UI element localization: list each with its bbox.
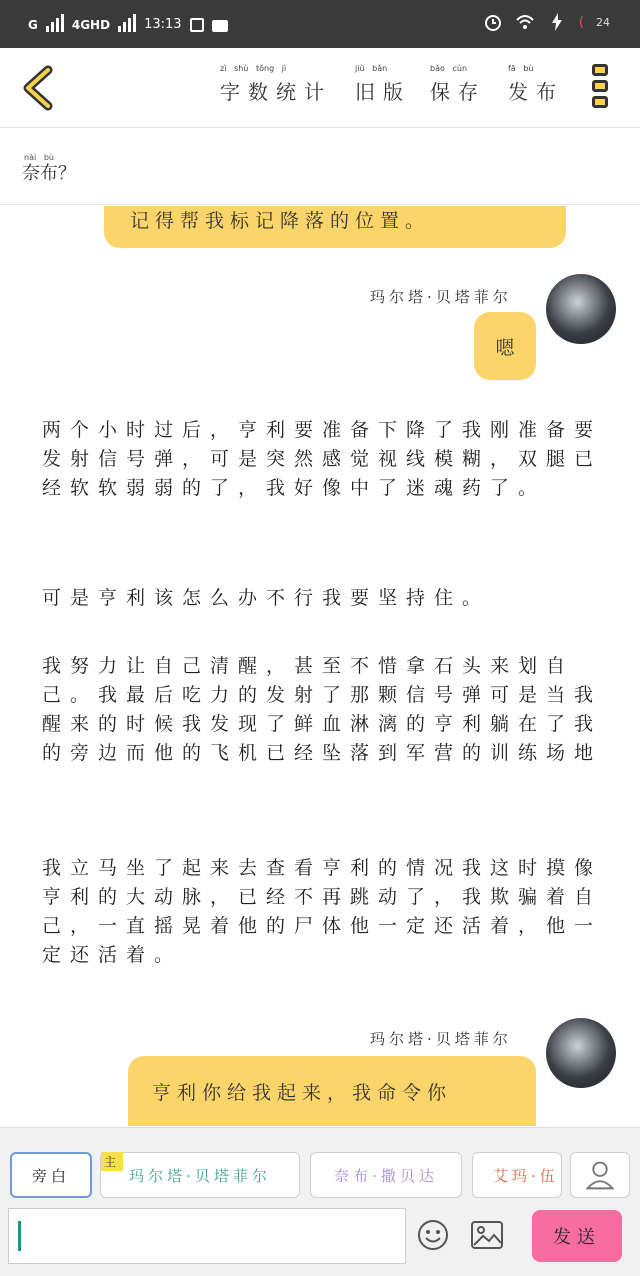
message-text: 嗯 [495,336,515,359]
save-button[interactable] [430,64,486,105]
signal-icon [46,12,64,32]
signal-icon-2 [118,12,136,32]
alarm-icon [483,12,503,32]
character-label: 奈布·撒贝达 [334,1166,438,1185]
message-bubble-top[interactable] [104,206,566,248]
narration-paragraph[interactable]: 我努力让自己清醒，甚至不惜拿石头来划自己。我最后吃力的发射了那颗信号弹可是当我醒来的时候我发现了鲜血淋漓的亨利躺在了我的旁边而他的飞机已经坠落到军营的训练场地 [42,655,603,764]
word-count-button[interactable] [220,64,332,105]
signal-label-1: G [28,18,38,32]
message-text: 记得帮我标记降落的位置。 [130,210,431,232]
avatar[interactable] [546,274,616,344]
character-label: 玛尔塔·贝塔菲尔 [129,1166,271,1185]
message-bubble[interactable] [474,312,536,380]
video-icon [212,20,228,32]
message-input[interactable] [8,1208,406,1264]
top-nav [0,48,640,128]
charging-icon [547,12,567,32]
avatar[interactable] [546,1018,616,1088]
narration-paragraph[interactable]: 我立马坐了起来去查看亨利的情况我这时摸像亨利的大动脉，已经不再跳动了，我欺骗着自己，一直摇晃着他的尸体他一定还活着，他一定还活着。 [42,857,603,966]
narrator-chip[interactable] [10,1152,92,1198]
word-count-pinyin: zì shù tǒng jì [220,64,287,73]
publish-label: 发布 [508,80,564,104]
battery-level: 24 [596,15,610,29]
publish-pinyin: fā bù [508,64,534,73]
story-title-row[interactable] [0,129,640,205]
character-label: 艾玛·伍 [493,1166,559,1185]
owner-tag: 主 [101,1152,123,1171]
old-version-label: 旧版 [355,80,411,104]
battery-low-icon: ( [578,14,584,30]
story-content[interactable] [0,206,640,1126]
bottom-toolbar [0,1127,640,1276]
message-bubble[interactable] [128,1056,536,1126]
send-button[interactable]: 发送 [532,1210,622,1262]
speaker-name: 玛尔塔·贝塔菲尔 [370,1030,512,1048]
character-chip-emma[interactable] [472,1152,562,1198]
character-chip-naib[interactable] [310,1152,462,1198]
old-version-pinyin: jiù bǎn [355,64,388,73]
save-label: 保存 [430,80,486,104]
user-icon [571,1153,629,1197]
save-pinyin: bǎo cún [430,64,468,73]
narration-paragraph[interactable]: 两个小时过后，亨利要准备下降了我刚准备要发射信号弹，可是突然感觉视线模糊，双腿已经软软弱弱的了，我好像中了迷魂药了。 [42,419,603,499]
back-arrow-icon[interactable] [18,64,58,112]
narration-paragraph[interactable]: 可是亨利该怎么办不行我要坚持住。 [42,587,491,609]
menu-icon[interactable] [592,64,614,114]
notification-icon [190,18,204,32]
story-title: 奈布？ [22,163,76,184]
word-count-label: 字数统计 [220,80,332,104]
signal-label-2: 4GHD [71,18,111,32]
clock: 13:13 [144,17,182,32]
emoji-icon[interactable] [416,1218,450,1252]
message-text: 亨利你给我起来，我命令你 [152,1082,453,1104]
wifi-icon [515,12,535,32]
text-caret [18,1221,21,1251]
title-pinyin: nài bù [24,153,54,162]
narrator-label: 旁白 [31,1166,70,1185]
image-icon[interactable] [470,1220,504,1250]
old-version-button[interactable] [355,64,411,105]
add-character-button[interactable] [570,1152,630,1198]
speaker-name: 玛尔塔·贝塔菲尔 [370,288,512,306]
character-chip-marta[interactable] [100,1152,300,1198]
publish-button[interactable] [508,64,564,105]
status-bar [0,0,640,48]
